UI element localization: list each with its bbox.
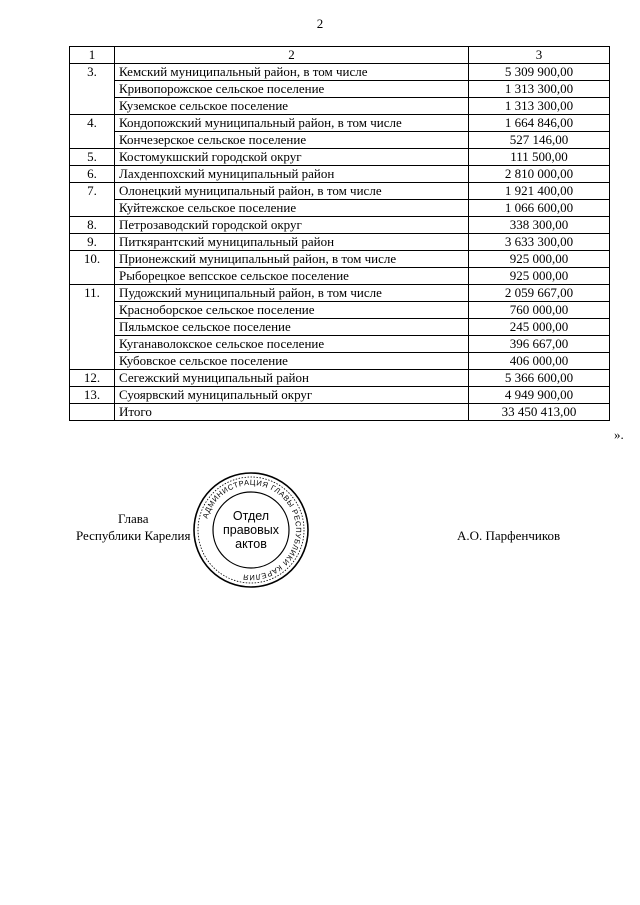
row-number: 3. <box>70 64 115 115</box>
amount-value: 5 309 900,00 <box>469 64 610 81</box>
table-row <box>70 149 610 166</box>
municipality-name: Кондопожский муниципальный район, в том числе <box>115 115 469 132</box>
amount-value: 3 633 300,00 <box>469 234 610 251</box>
table-row <box>70 387 610 404</box>
amount-value: 1 921 400,00 <box>469 183 610 200</box>
municipality-name: Олонецкий муниципальный район, в том числе <box>115 183 469 200</box>
total-number-cell <box>70 404 115 421</box>
table-row <box>70 115 610 132</box>
amount-value: 1 066 600,00 <box>469 200 610 217</box>
table-total-row <box>70 404 610 421</box>
table-row <box>70 132 610 149</box>
municipality-name: Красноборское сельское поселение <box>115 302 469 319</box>
municipality-name: Костомукшский городской округ <box>115 149 469 166</box>
table-row <box>70 81 610 98</box>
municipality-name: Кончезерское сельское поселение <box>115 132 469 149</box>
municipality-name: Кривопорожское сельское поселение <box>115 81 469 98</box>
table-row <box>70 336 610 353</box>
page-number: 2 <box>316 16 324 31</box>
municipality-name: Питкярантский муниципальный район <box>115 234 469 251</box>
allocation-table <box>69 46 610 421</box>
municipality-name: Петрозаводский городской округ <box>115 217 469 234</box>
amount-value: 2 810 000,00 <box>469 166 610 183</box>
amount-value: 1 313 300,00 <box>469 81 610 98</box>
row-number: 4. <box>70 115 115 149</box>
municipality-name: Лахденпохский муниципальный район <box>115 166 469 183</box>
table-row <box>70 183 610 200</box>
municipality-name: Сегежский муниципальный район <box>115 370 469 387</box>
municipality-name: Суоярвский муниципальный округ <box>115 387 469 404</box>
amount-value: 760 000,00 <box>469 302 610 319</box>
table-row <box>70 217 610 234</box>
total-label: Итого <box>115 404 469 421</box>
header-col-1: 1 <box>70 47 115 64</box>
amount-value: 527 146,00 <box>469 132 610 149</box>
municipality-name: Кубовское сельское поселение <box>115 353 469 370</box>
table-row <box>70 200 610 217</box>
signatory-title <box>76 510 190 544</box>
municipality-name: Прионежский муниципальный район, в том числе <box>115 251 469 268</box>
table-row <box>70 302 610 319</box>
amount-value: 2 059 667,00 <box>469 285 610 302</box>
stamp-ring-text: АДМИНИСТРАЦИЯ ГЛАВЫ РЕСПУБЛИКИ КАРЕЛИЯ <box>200 477 304 583</box>
table-row <box>70 353 610 370</box>
table-row <box>70 64 610 81</box>
official-stamp <box>191 470 311 590</box>
header-col-3: 3 <box>469 47 610 64</box>
table-row <box>70 98 610 115</box>
amount-value: 5 366 600,00 <box>469 370 610 387</box>
amount-value: 925 000,00 <box>469 268 610 285</box>
row-number: 13. <box>70 387 115 404</box>
closing-quote-mark: ». <box>614 427 624 442</box>
row-number: 6. <box>70 166 115 183</box>
municipality-name: Куйтежское сельское поселение <box>115 200 469 217</box>
total-amount: 33 450 413,00 <box>469 404 610 421</box>
amount-value: 925 000,00 <box>469 251 610 268</box>
municipality-name: Пяльмское сельское поселение <box>115 319 469 336</box>
row-number: 8. <box>70 217 115 234</box>
municipality-name: Куземское сельское поселение <box>115 98 469 115</box>
header-col-2: 2 <box>115 47 469 64</box>
row-number: 7. <box>70 183 115 217</box>
municipality-name: Куганаволокское сельское поселение <box>115 336 469 353</box>
signatory-title-line1: Глава <box>117 511 149 526</box>
row-number: 10. <box>70 251 115 285</box>
table-row <box>70 268 610 285</box>
table-row <box>70 166 610 183</box>
row-number: 12. <box>70 370 115 387</box>
amount-value: 396 667,00 <box>469 336 610 353</box>
amount-value: 4 949 900,00 <box>469 387 610 404</box>
table-row <box>70 285 610 302</box>
amount-value: 338 300,00 <box>469 217 610 234</box>
municipality-name: Кемский муниципальный район, в том числе <box>115 64 469 81</box>
stamp-text-line2: правовых <box>223 523 279 537</box>
table-header-row <box>70 47 610 64</box>
amount-value: 1 313 300,00 <box>469 98 610 115</box>
table-row <box>70 234 610 251</box>
signatory-name: А.О. Парфенчиков <box>457 528 561 543</box>
amount-value: 1 664 846,00 <box>469 115 610 132</box>
signatory-title-line2: Республики Карелия <box>76 528 191 543</box>
row-number: 9. <box>70 234 115 251</box>
amount-value: 111 500,00 <box>469 149 610 166</box>
stamp-text-line3: актов <box>235 537 267 551</box>
table-row <box>70 319 610 336</box>
row-number: 11. <box>70 285 115 370</box>
amount-value: 406 000,00 <box>469 353 610 370</box>
municipality-name: Рыборецкое вепсское сельское поселение <box>115 268 469 285</box>
row-number: 5. <box>70 149 115 166</box>
table-row <box>70 251 610 268</box>
amount-value: 245 000,00 <box>469 319 610 336</box>
stamp-text-line1: Отдел <box>232 509 270 523</box>
table-row <box>70 370 610 387</box>
municipality-name: Пудожский муниципальный район, в том числе <box>115 285 469 302</box>
